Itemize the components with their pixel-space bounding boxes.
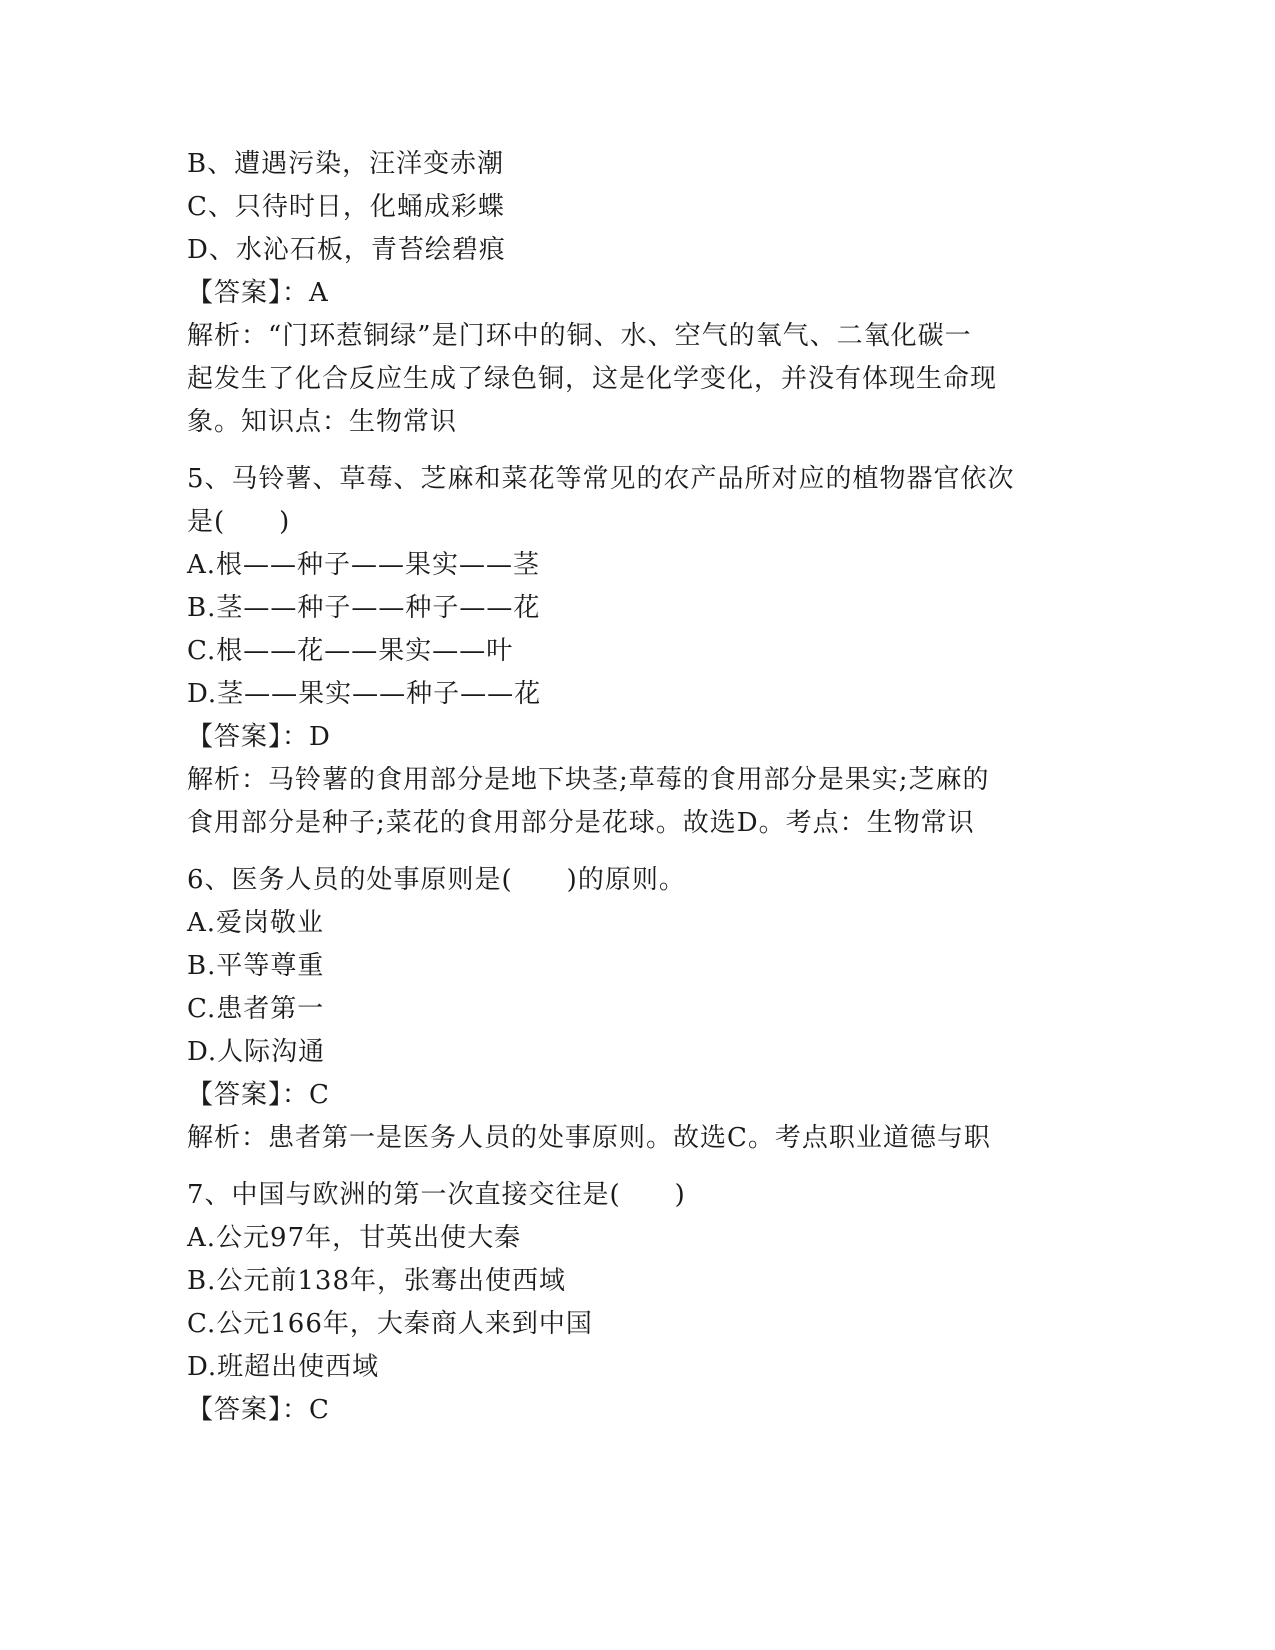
q6-option-c: C.患者第一 (187, 994, 325, 1024)
q6-option-b: B.平等尊重 (187, 951, 325, 981)
q6-answer: 【答案】：C (187, 1080, 330, 1110)
q6-option-a: A.爱岗敬业 (187, 908, 325, 938)
document-body (187, 143, 1087, 1432)
q5-option-a: A.根——种子——果实——茎 (187, 550, 541, 580)
q4-explanation-line: 起发生了化合反应生成了绿色铜，这是化学变化，并没有体现生命现 (187, 364, 998, 394)
q5-answer: 【答案】：D (187, 722, 331, 752)
q7-option-b: B.公元前138年，张骞出使西域 (187, 1266, 566, 1296)
q5-option-b: B.茎——种子——种子——花 (187, 593, 541, 623)
q7-option-d: D.班超出使西域 (187, 1352, 380, 1382)
spacer (187, 845, 1087, 859)
q4-answer: 【答案】：A (187, 278, 329, 308)
q7-answer: 【答案】：C (187, 1395, 330, 1425)
q4-option-b: B、遭遇污染，汪洋变赤潮 (187, 149, 505, 179)
spacer (187, 1160, 1087, 1174)
q5-stem: 5、马铃薯、草莓、芝麻和菜花等常见的农产品所对应的植物器官依次 (187, 464, 1015, 494)
q4-explanation-line: 解析：“门环惹铜绿”是门环中的铜、水、空气的氧气、二氧化碳一 (187, 321, 972, 351)
q5-stem: 是( ) (187, 507, 291, 537)
q4-explanation-line: 象。知识点：生物常识 (187, 407, 458, 437)
q5-explanation-line: 解析：马铃薯的食用部分是地下块茎;草莓的食用部分是果实;芝麻的 (187, 765, 990, 795)
q4-option-c: C、只待时日，化蛹成彩蝶 (187, 192, 505, 222)
q6-stem: 6、医务人员的处事原则是( )的原则。 (187, 865, 686, 895)
q6-explanation-line: 解析：患者第一是医务人员的处事原则。故选C。考点职业道德与职 (187, 1123, 991, 1153)
q5-option-c: C.根——花——果实——叶 (187, 636, 514, 666)
q4-option-d: D、水沁石板，青苔绘碧痕 (187, 235, 506, 265)
q7-option-c: C.公元166年，大秦商人来到中国 (187, 1309, 593, 1339)
q5-option-d: D.茎——果实——种子——花 (187, 679, 542, 709)
spacer (187, 444, 1087, 458)
q7-option-a: A.公元97年，甘英出使大秦 (187, 1223, 522, 1253)
q7-stem: 7、中国与欧洲的第一次直接交往是( ) (187, 1180, 686, 1210)
q5-explanation-line: 食用部分是种子;菜花的食用部分是花球。故选D。考点：生物常识 (187, 808, 975, 838)
q6-option-d: D.人际沟通 (187, 1037, 326, 1067)
